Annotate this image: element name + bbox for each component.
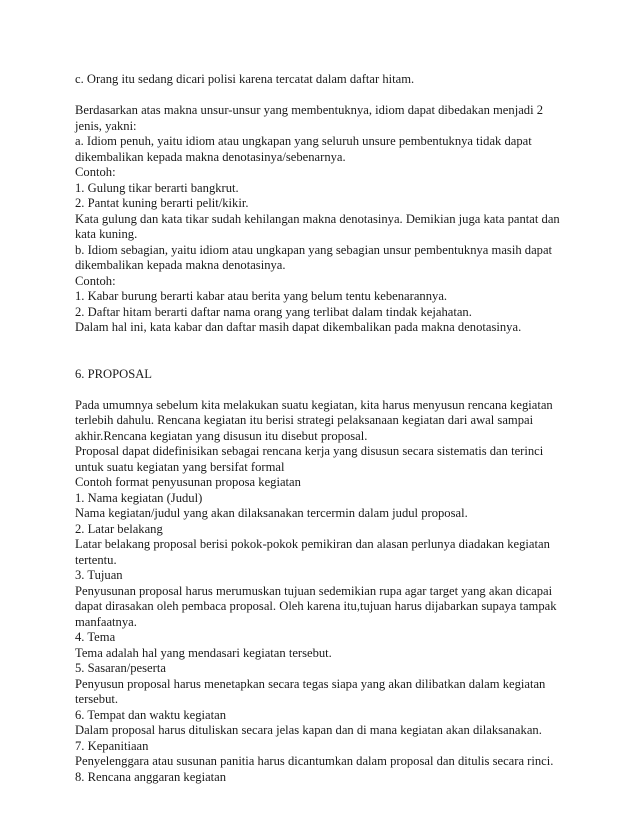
full-idiom-line: a. Idiom penuh, yaitu idiom atau ungkapan yang seluruh unsure pembentuknya tidak dapat [75,134,532,148]
full-example-item: 2. Pantat kuning berarti pelit/kikir. [75,196,249,210]
paragraph-gap [75,336,575,352]
partial-idiom-line: dikembalikan kepada makna denotasinya. [75,258,286,272]
proposal-item-title: 4. Tema [75,630,116,644]
partial-example-item: 2. Daftar hitam berarti daftar nama orang yang terlibat dalam tindak kejahatan. [75,304,472,319]
proposal-intro-line: Proposal dapat didefinisikan sebagai rencana kerja yang disusun secara sistematis dan terinci [75,444,544,458]
proposal-item-title: 5. Sasaran/peserta [75,661,166,675]
idiom-lead-line: jenis, yakni: [75,118,137,133]
proposal-intro-line: untuk suatu kegiatan yang bersifat formal [75,459,285,474]
document-page [75,72,575,785]
proposal-item-title: 1. Nama kegiatan (Judul) [75,490,203,505]
full-idiom-line: dikembalikan kepada makna denotasinya/sebenarnya. [75,149,346,164]
proposal-section [75,367,575,786]
paragraph-gap [75,351,575,367]
proposal-item-body: Nama kegiatan/judul yang akan dilaksanakan tercermin dalam judul proposal. [75,506,468,520]
full-examples-label: Contoh: [75,165,116,179]
proposal-item-body: Latar belakang proposal berisi pokok-pokok pemikiran dan alasan perlunya diadakan kegiatan [75,537,550,551]
proposal-item-body: tertentu. [75,552,117,567]
full-example-item: 1. Gulung tikar berarti bangkrut. [75,180,239,195]
proposal-item-body: Penyusun proposal harus menetapkan secara tegas siapa yang akan dilibatkan dalam kegiatan [75,676,546,691]
partial-idiom-line: b. Idiom sebagian, yaitu idiom atau ungkapan yang sebagian unsur pembentuknya masih dapat [75,242,553,257]
proposal-item-body: tersebut. [75,692,119,706]
proposal-item-body: Tema adalah hal yang mendasari kegiatan tersebut. [75,645,332,660]
proposal-item-body: Penyusunan proposal harus merumuskan tujuan sedemikian rupa agar target yang akan dicapai [75,583,553,598]
partial-example-item: 1. Kabar burung berarti kabar atau berita yang belum tentu kebenarannya. [75,289,448,303]
proposal-item-body: Penyelenggara atau susunan panitia harus dicantumkan dalam proposal dan ditulis secara rinci. [75,754,554,768]
idiom-lead-line: Berdasarkan atas makna unsur-unsur yang membentuknya, idiom dapat dibedakan menjadi 2 [75,103,544,117]
full-explanation-line: kata kuning. [75,227,138,241]
proposal-item-title: 3. Tujuan [75,568,123,582]
proposal-intro-line: Contoh format penyusunan proposa kegiatan [75,475,301,489]
paragraph-gap [75,382,575,398]
proposal-item-list [75,491,575,786]
partial-explanation-line: Dalam hal ini, kata kabar dan daftar masih dapat dikembalikan pada makna denotasinya. [75,320,522,334]
section-heading: 6. PROPOSAL [75,366,152,381]
paragraph-gap [75,88,575,104]
proposal-item-title: 7. Kepanitiaan [75,738,149,753]
proposal-item-body: Dalam proposal harus dituliskan secara jelas kapan dan di mana kegiatan akan dilaksanakan. [75,723,542,737]
proposal-item-title: 8. Rencana anggaran kegiatan [75,769,227,784]
intro-line-c: c. Orang itu sedang dicari polisi karena tercatat dalam daftar hitam. [75,72,415,86]
proposal-item-body: dapat dirasakan oleh pembaca proposal. Oleh karena itu,tujuan harus dijabarkan supaya tampak [75,599,557,613]
proposal-item-body: manfaatnya. [75,614,137,629]
proposal-intro-line: terlebih dahulu. Rencana kegiatan itu berisi strategi pelaksanaan kegiatan dari awal sampai [75,413,534,427]
full-explanation-line: Kata gulung dan kata tikar sudah kehilangan makna denotasinya. Demikian juga kata pantat dan [75,211,560,226]
proposal-item-title: 2. Latar belakang [75,521,163,536]
proposal-intro-line: Pada umumnya sebelum kita melakukan suatu kegiatan, kita harus menyusun rencana kegiatan [75,397,553,412]
partial-examples-label: Contoh: [75,273,116,288]
idiom-section [75,103,575,336]
proposal-intro-line: akhir.Rencana kegiatan yang disusun itu disebut proposal. [75,428,368,443]
proposal-item-title: 6. Tempat dan waktu kegiatan [75,707,227,722]
